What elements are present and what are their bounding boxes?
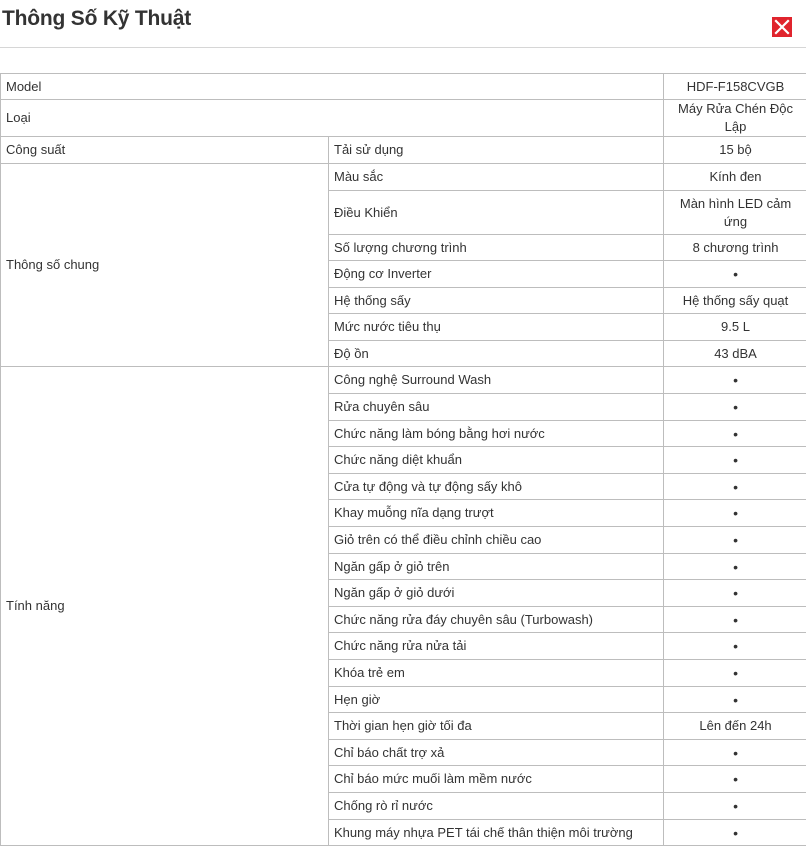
spec-value: •: [664, 527, 806, 554]
spec-value: Kính đen: [664, 164, 806, 191]
spec-label: Số lượng chương trình: [329, 235, 664, 261]
spec-value: Màn hình LED cảm ứng: [664, 191, 806, 235]
spec-label: Chỉ báo chất trợ xả: [329, 740, 664, 766]
table-row: [1, 100, 806, 137]
dialog-header: [0, 0, 806, 48]
spec-value: •: [664, 500, 806, 527]
table-row: [1, 74, 806, 100]
specs-table: [0, 73, 806, 846]
spec-label: Chức năng rửa nửa tải: [329, 633, 664, 660]
spec-value: •: [664, 740, 806, 766]
spec-value: 15 bộ: [664, 137, 806, 164]
spec-value: •: [664, 421, 806, 447]
spec-value: •: [664, 766, 806, 793]
spec-value: •: [664, 394, 806, 421]
spec-value: •: [664, 607, 806, 633]
spec-label: Chống rò rỉ nước: [329, 793, 664, 820]
spec-value: •: [664, 660, 806, 687]
spec-label: Khung máy nhựa PET tái chế thân thiện môi trường: [329, 820, 664, 846]
dialog-title: Thông Số Kỹ Thuật: [2, 7, 191, 31]
spec-value: •: [664, 687, 806, 713]
spec-value: •: [664, 554, 806, 580]
spec-value: •: [664, 474, 806, 500]
spec-value: •: [664, 633, 806, 660]
spec-label: Thời gian hẹn giờ tối đa: [329, 713, 664, 740]
spec-value: •: [664, 820, 806, 846]
spec-value: Hệ thống sấy quạt: [664, 288, 806, 314]
spec-label: Độ ồn: [329, 341, 664, 367]
spec-value: 43 dBA: [664, 341, 806, 367]
spec-group: Công suất: [1, 137, 329, 164]
spec-value: •: [664, 367, 806, 394]
spec-label: Màu sắc: [329, 164, 664, 191]
spec-label: Chỉ báo mức muối làm mềm nước: [329, 766, 664, 793]
spec-label: Khay muỗng nĩa dạng trượt: [329, 500, 664, 527]
spec-label: Rửa chuyên sâu: [329, 394, 664, 421]
spec-label: Giỏ trên có thể điều chỉnh chiều cao: [329, 527, 664, 554]
spec-value: •: [664, 447, 806, 474]
spec-group: Thông số chung: [1, 164, 329, 367]
spec-label: Mức nước tiêu thụ: [329, 314, 664, 341]
spec-label: Loại: [1, 100, 664, 137]
table-row: [1, 367, 806, 394]
spec-label: Cửa tự động và tự động sấy khô: [329, 474, 664, 500]
table-row: [1, 164, 806, 191]
spec-label: Hệ thống sấy: [329, 288, 664, 314]
spec-label: Chức năng rửa đáy chuyên sâu (Turbowash): [329, 607, 664, 633]
close-icon: [772, 17, 792, 37]
spec-value: •: [664, 261, 806, 288]
spec-value: HDF-F158CVGB: [664, 74, 806, 100]
spec-label: Điều Khiển: [329, 191, 664, 235]
spec-group: Tính năng: [1, 367, 329, 846]
spec-value: 9.5 L: [664, 314, 806, 341]
spec-value: •: [664, 580, 806, 607]
spec-value: •: [664, 793, 806, 820]
spec-label: Động cơ Inverter: [329, 261, 664, 288]
spec-label: Công nghệ Surround Wash: [329, 367, 664, 394]
spec-label: Ngăn gấp ở giỏ dưới: [329, 580, 664, 607]
spec-label: Chức năng làm bóng bằng hơi nước: [329, 421, 664, 447]
spec-label: Chức năng diệt khuẩn: [329, 447, 664, 474]
spec-label: Khóa trẻ em: [329, 660, 664, 687]
spec-label: Ngăn gấp ở giỏ trên: [329, 554, 664, 580]
spec-label: Model: [1, 74, 664, 100]
spec-value: Lên đến 24h: [664, 713, 806, 740]
spec-value: 8 chương trình: [664, 235, 806, 261]
spec-value: Máy Rửa Chén Độc Lập: [664, 100, 806, 137]
spec-label: Hẹn giờ: [329, 687, 664, 713]
spec-label: Tải sử dụng: [329, 137, 664, 164]
close-button[interactable]: [772, 17, 792, 37]
table-row: [1, 137, 806, 164]
